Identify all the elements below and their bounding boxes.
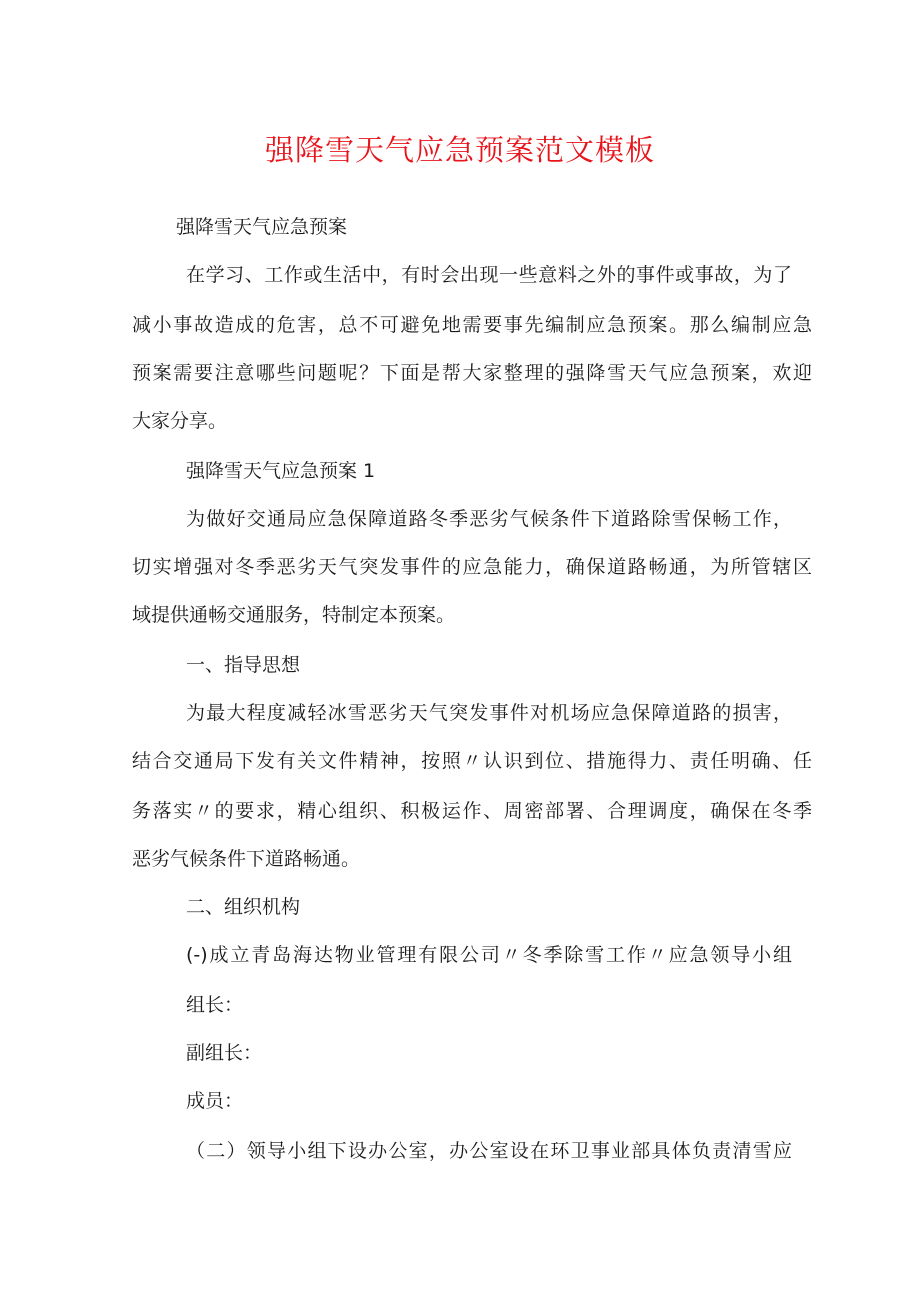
paragraph-line: 切实增强对冬季恶劣天气突发事件的应急能力，确保道路畅通，为所管辖区: [132, 556, 812, 578]
paragraph-line: 在学习、工作或生活中，有时会出现一些意料之外的事件或事故，为了: [186, 264, 792, 286]
paragraph-line: （二）领导小组下设办公室，办公室设在环卫事业部具体负责清雪应: [186, 1140, 792, 1162]
paragraph-line: 结合交通局下发有关文件精神，按照〃认识到位、措施得力、责任明确、任: [132, 750, 812, 772]
document-title: 强降雪天气应急预案范文模板: [264, 133, 655, 167]
section-heading: 强降雪天气应急预案 1: [186, 460, 376, 482]
paragraph-line: (-)成立青岛海达物业管理有限公司〃冬季除雪工作〃应急领导小组: [186, 944, 792, 966]
paragraph-line: 为做好交通局应急保障道路冬季恶劣气候条件下道路除雪保畅工作，: [186, 508, 792, 530]
section-heading: 一、指导思想: [186, 654, 301, 676]
paragraph-line: 域提供通畅交通服务，特制定本预案。: [132, 604, 456, 626]
paragraph-line: 副组长：: [186, 1042, 263, 1064]
paragraph-line: 减小事故造成的危害，总不可避免地需要事先编制应急预案。那么编制应急: [132, 314, 812, 336]
paragraph-line: 为最大程度减轻冰雪恶劣天气突发事件对机场应急保障道路的损害，: [186, 702, 792, 724]
section-heading: 二、组织机构: [186, 896, 301, 918]
paragraph-line: 预案需要注意哪些问题呢？下面是帮大家整理的强降雪天气应急预案，欢迎: [132, 362, 812, 384]
paragraph-line: 恶劣气候条件下道路畅通。: [132, 848, 361, 870]
subtitle: 强降雪天气应急预案: [176, 216, 348, 238]
paragraph-line: 成员：: [186, 1090, 244, 1112]
paragraph-line: 大家分享。: [132, 410, 228, 432]
paragraph-line: 组长：: [186, 994, 244, 1016]
paragraph-line: 务落实〃的要求，精心组织、积极运作、周密部署、合理调度，确保在冬季: [132, 800, 812, 822]
